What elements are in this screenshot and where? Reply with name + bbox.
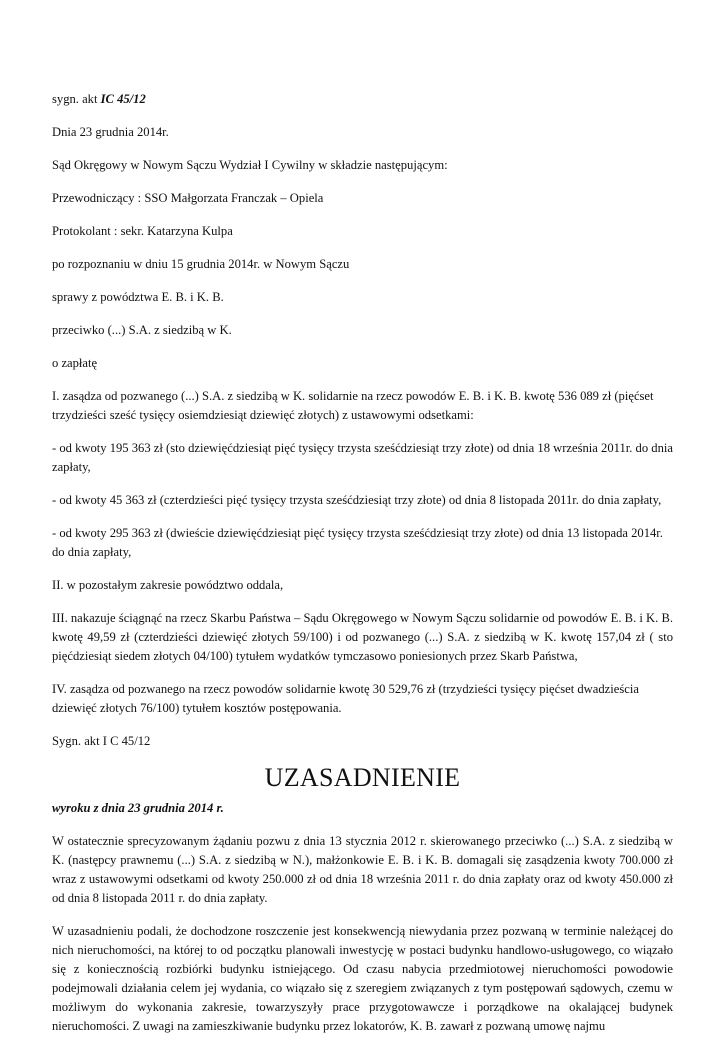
hearing-info: po rozpoznaniu w dniu 15 grudnia 2014r. w Nowym Sączu xyxy=(52,257,350,271)
interest-item-1: - od kwoty 195 363 zł (sto dziewięćdziesiąt pięć tysięcy trzysta sześćdziesiąt trzy złote) od dnia 18 września 2011r. do dnia zapłaty, xyxy=(52,441,673,474)
justification-subtitle: wyroku z dnia 23 grudnia 2014 r. xyxy=(52,801,224,815)
case-signature-line xyxy=(52,90,673,109)
justification-paragraph-2: W uzasadnieniu podali, że dochodzone roszczenie jest konsekwencją niewydania przez pozwaną w terminie należącej do nich nieruchomości, na której to od początku planowali inwestycję w postaci budynku handlowo-usługowego, co wiązało się z koniecznością rozbiórki budynku istniejącego. Od czasu nabycia przedmiotowej nieruchomości powodowie podejmowali działania celem jej wydania, co wiązało się z szeregiem związanych z tym postępowań sądowych, czemu w możliwym do wykonania zakresie, towarzyszyły prace przygotowawcze i porządkowe na okalającej budynek nieruchomości. Z uwagi na zamieszkiwanie budynku przez lokatorów, K. B. zawarł z pozwaną umowę najmu xyxy=(52,924,673,1033)
case-signature-number: IC 45/12 xyxy=(100,92,146,106)
ruling-point-3: III. nakazuje ściągnąć na rzecz Skarbu Państwa – Sądu Okręgowego w Nowym Sączu solidarnie od powodów E. B. i K. B. kwotę 49,59 zł (czterdzieści dziewięć złotych 59/100) i od pozwanego (...) S.A. z siedzibą w K. kwotę 157,04 zł ( sto pięćdziesiąt siedem złotych 04/100) tytułem wydatków tymczasowo poniesionych przez Skarb Państwa, xyxy=(52,611,673,663)
justification-title: UZASADNIENIE xyxy=(264,763,461,792)
ruling-point-1: I. zasądza od pozwanego (...) S.A. z siedzibą w K. solidarnie na rzecz powodów E. B. i K. B. kwotę 536 089 zł (pięćset trzydzieści sześć tysięcy osiemdziesiąt dziewięć złotych) z ustawowymi odsetkami: xyxy=(52,389,654,422)
ruling-point-2: II. w pozostałym zakresie powództwo oddala, xyxy=(52,578,284,592)
justification-paragraph-1: W ostatecznie sprecyzowanym żądaniu pozwu z dnia 13 stycznia 2012 r. skierowanego przeciwko (...) S.A. z siedzibą w K. (następcy prawnemu (...) S.A. z siedzibą w N.), małżonkowie E. B. i K. B. domagali się zasądzenia kwoty 700.000 zł wraz z ustawowymi odsetkami od kwoty 250.000 zł od dnia 18 września 2011 r. do dnia zapłaty oraz od kwoty 450.000 zł od dnia 8 listopada 2011 r. do dnia zapłaty. xyxy=(52,834,673,905)
presiding-judge: Przewodniczący : SSO Małgorzata Franczak – Opiela xyxy=(52,191,324,205)
case-subject: o zapłatę xyxy=(52,356,98,370)
ruling-point-4: IV. zasądza od pozwanego na rzecz powodów solidarnie kwotę 30 529,76 zł (trzydzieści tysięcy pięćset dwadzieścia dziewięć złotych 76/100) tytułem kosztów postępowania. xyxy=(52,682,639,715)
ruling-date: Dnia 23 grudnia 2014r. xyxy=(52,125,169,139)
interest-item-3: - od kwoty 295 363 zł (dwieście dziewięćdziesiąt pięć tysięcy trzysta sześćdziesiąt trzy złote) od dnia 13 listopada 2014r. do dnia zapłaty, xyxy=(52,526,663,559)
plaintiffs: sprawy z powództwa E. B. i K. B. xyxy=(52,290,224,304)
court-composition: Sąd Okręgowy w Nowym Sączu Wydział I Cywilny w składzie następującym: xyxy=(52,158,448,172)
court-clerk: Protokolant : sekr. Katarzyna Kulpa xyxy=(52,224,233,238)
court-document xyxy=(52,90,673,1050)
justification-signature: Sygn. akt I C 45/12 xyxy=(52,734,151,748)
case-signature-prefix: sygn. akt xyxy=(52,92,101,106)
interest-item-2: - od kwoty 45 363 zł (czterdzieści pięć tysięcy trzysta sześćdziesiąt trzy złote) od dnia 8 listopada 2011r. do dnia zapłaty, xyxy=(52,493,662,507)
defendant: przeciwko (...) S.A. z siedzibą w K. xyxy=(52,323,232,337)
